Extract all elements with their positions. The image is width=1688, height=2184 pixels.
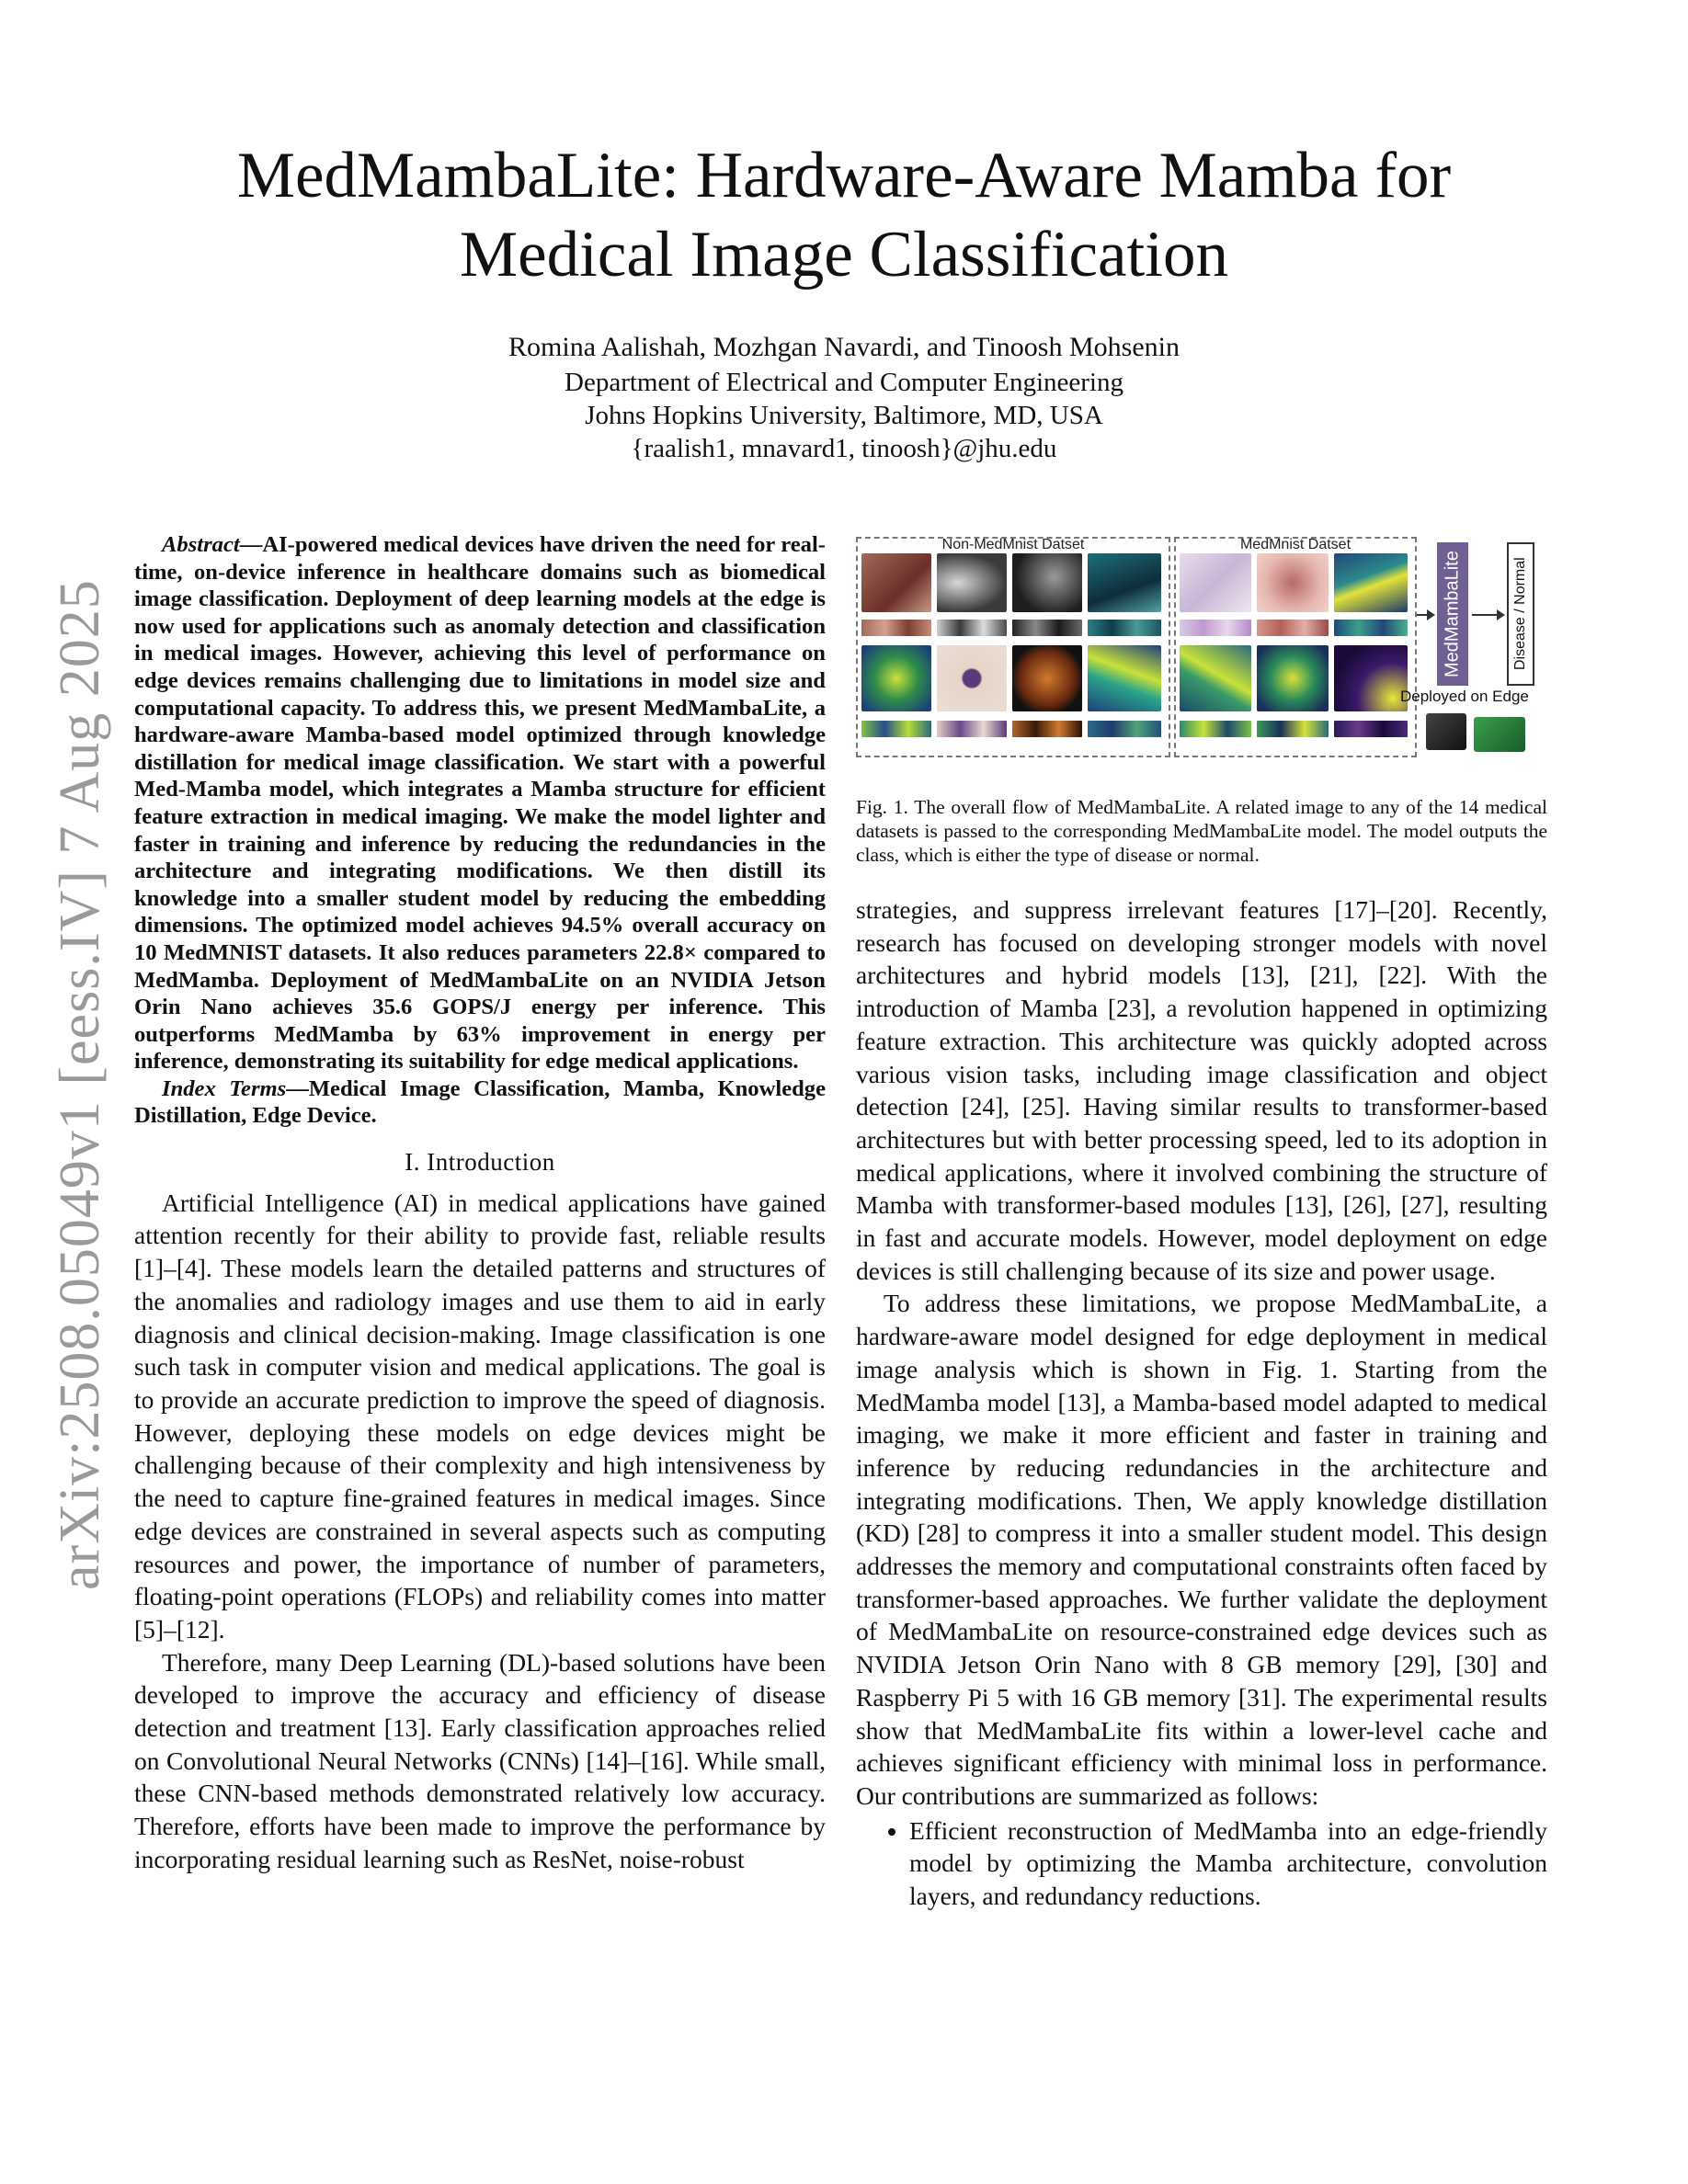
organ-sagittal-image bbox=[1334, 645, 1408, 711]
dermatology-samples bbox=[1257, 620, 1329, 636]
ultrasound-image bbox=[1012, 553, 1082, 612]
intro-paragraph-2: Therefore, many Deep Learning (DL)-based solutions have been developed to improve the accuracy and efficiency of disease detection and treatment [13]. Early classification approaches relied on Convolutional Neural Networks (CNNs) [14]–[16]. While small, these CNN-based methods demonstrated relatively low accuracy. Therefore, efforts have been made to improve the performance by incorporating residual learning such as ResNet, noise-robust bbox=[134, 1647, 826, 1873]
skin-lesion-image bbox=[861, 553, 931, 612]
abstract-label: Abstract bbox=[162, 532, 240, 557]
organ-axial-image bbox=[1180, 645, 1251, 711]
author-emails: {raalish1, mnavard1, tinoosh}@jhu.edu bbox=[631, 434, 1057, 463]
oct-image bbox=[1334, 553, 1408, 612]
organ-coronal-samples bbox=[1257, 721, 1329, 737]
skin-lesion-samples bbox=[861, 620, 931, 636]
affiliation-university: Johns Hopkins University, Baltimore, MD, USA bbox=[585, 401, 1103, 430]
figure-1-caption: Fig. 1. The overall flow of MedMambaLite. A related image to any of the 14 medical datasets is passed to the corresponding MedMambaLite model. The model outputs the class, which is either the type of disease or normal. bbox=[856, 796, 1547, 866]
organ-samples bbox=[861, 721, 931, 737]
abstract bbox=[134, 531, 826, 1075]
blood-cell-image bbox=[937, 645, 1007, 711]
contribution-item: • Efficient reconstruction of MedMamba into an edge-friendly model by optimizing the Mamba architecture, convolution layers, and redundancy reductions. bbox=[909, 1814, 1547, 1913]
xray-samples bbox=[937, 620, 1007, 636]
intro-paragraph-1: Artificial Intelligence (AI) in medical applications have gained attention recently for their ability to provide fast, reliable results [1]–[4]. These models learn the detailed patterns and structures of the anomalies and radiology images and use them to aid in early diagnosis and clinical decision-making. Image classification is one such task in computer vision and medical applications. The goal is to provide an accurate prediction to improve the speed of diagnosis. However, deploying these models on edge devices might be challenging because of their complexity and high intensiveness by the need to capture fine-grained features in medical images. Since edge devices are constrained in several aspects such as computing resources and power, the importance of number of parameters, floating-point operations (FLOPs) and reliability comes into matter [5]–[12]. bbox=[134, 1188, 826, 1644]
arxiv-identifier: arXiv:2508.05049v1 [eess.IV] 7 Aug 2025 bbox=[49, 579, 111, 1590]
output-arrow bbox=[1472, 614, 1503, 616]
abstract-text: —AI-powered medical devices have driven the need for real-time, on-device inference in healthcare domains such as biomedical image classification. Deployment of deep learning models at the edge is now used for applications such as anomaly detection and classification in medical images. However, achieving this level of performance on edge devices remains challenging due to limitations in model size and computational capacity. To address this, we present MedMambaLite, a hardware-aware Mamba-based model optimized through knowledge distillation for medical image classification. We start with a powerful Med-Mamba model, which integrates a Mamba structure for efficient feature extraction in medical imaging. We make the model lighter and faster in training and inference by reducing the redundancies in the architecture and integrating modifications. We then distill its knowledge into a smaller student model by reducing the embedding dimensions. The optimized model achieves 94.5% overall accuracy on 10 MedMNIST datasets. It also reduces parameters 22.8× compared to MedMamba. Deployment of MedMambaLite on an NVIDIA Jetson Orin Nano achieves 35.6 GOPS/J energy per inference. This outperforms MedMamba by 63% improvement in energy per inference, demonstrating its suitability for edge medical applications. bbox=[134, 532, 826, 1075]
retina-samples bbox=[1012, 721, 1082, 737]
index-terms-text: —Medical Image Classification, Mamba, Knowledge Distillation, Edge Device. bbox=[134, 1075, 827, 1129]
paper-title-line2: Medical Image Classification bbox=[460, 219, 1228, 290]
pathology-image bbox=[1180, 553, 1251, 612]
edge-deploy-label: Deployed on Edge bbox=[1400, 688, 1529, 705]
left-column bbox=[134, 531, 826, 1876]
section-heading-introduction: I. Introduction bbox=[405, 1148, 555, 1177]
tissue-samples bbox=[1088, 721, 1161, 737]
intro-paragraph-3: To address these limitations, we propose MedMambaLite, a hardware-aware model designed for edge deployment in medical image analysis which is shown in Fig. 1. Starting from the MedMamba model [13], a Mamba-based model adapted to medical imaging, we make it more efficient and faster in training and inference by reducing redundancies in the architecture and integrating modifications. Then, We apply knowledge distillation (KD) [28] to compress it into a smaller student model. This design addresses the memory and computational constraints often faced by transformer-based approaches. We further validate the deployment of MedMambaLite on resource-constrained edge devices such as NVIDIA Jetson Orin Nano with 8 GB memory [29], [30] and Raspberry Pi 5 with 16 GB memory [31]. The experimental results show that MedMambaLite fits within a lower-level cache and achieves significant efficiency with minimal loss in performance. Our contributions are summarized as follows: bbox=[856, 1289, 1547, 1810]
raspberry-pi-icon bbox=[1474, 717, 1525, 752]
output-label: Disease / Normal bbox=[1507, 542, 1534, 686]
organ-axial-samples bbox=[1180, 721, 1251, 737]
chest-xray-image bbox=[937, 553, 1007, 612]
oct-samples bbox=[1334, 620, 1408, 636]
affiliation-department: Department of Electrical and Computer Engineering bbox=[565, 368, 1123, 397]
index-terms-label: Index Terms bbox=[162, 1075, 287, 1101]
right-column bbox=[856, 893, 1547, 1913]
organ-coronal-image bbox=[1257, 645, 1329, 711]
input-arrow bbox=[1417, 614, 1433, 616]
organ-scan-image bbox=[861, 645, 931, 711]
model-label: MedMambaLite bbox=[1442, 551, 1463, 677]
endoscopy-samples bbox=[1088, 620, 1161, 636]
medmnist-label: MedMnist Datset bbox=[1239, 537, 1352, 552]
intro-paragraph-2-continued: strategies, and suppress irrelevant features [17]–[20]. Recently, research has focused on developing stronger models with novel architectures and hybrid models [13], [21], [22]. With the introduction of Mamba [23], a revolution happened in optimizing feature extraction. This architecture was quickly adopted across various vision tasks, including image classification and object detection [24], [25]. Having similar results to transformer-based architectures but with better processing speed, led to its adoption in medical applications, where it involved combining the structure of Mamba with transformer-based modules [13], [26], [27], resulting in fast and accurate models. However, model deployment on edge devices is still challenging because of its size and power usage. bbox=[856, 895, 1547, 1285]
jetson-device-icon bbox=[1426, 713, 1466, 750]
contribution-list bbox=[856, 1814, 1547, 1913]
figure-1 bbox=[856, 533, 1547, 763]
author-list: Romina Aalishah, Mozhgan Navardi, and Tinoosh Mohsenin bbox=[508, 332, 1180, 362]
tissue-scan-image bbox=[1088, 645, 1161, 711]
endoscopy-image bbox=[1088, 553, 1161, 612]
pathology-samples bbox=[1180, 620, 1251, 636]
non-medmnist-label: Non-MedMnist Datset bbox=[941, 537, 1085, 552]
blood-samples bbox=[937, 721, 1007, 737]
organ-sagittal-samples bbox=[1334, 721, 1408, 737]
paper-title-line1: MedMambaLite: Hardware-Aware Mamba for bbox=[236, 140, 1452, 211]
index-terms bbox=[134, 1075, 826, 1130]
dermatology-image bbox=[1257, 553, 1329, 612]
ultrasound-samples bbox=[1012, 620, 1082, 636]
retina-image bbox=[1012, 645, 1082, 711]
paper-title bbox=[0, 136, 1688, 294]
